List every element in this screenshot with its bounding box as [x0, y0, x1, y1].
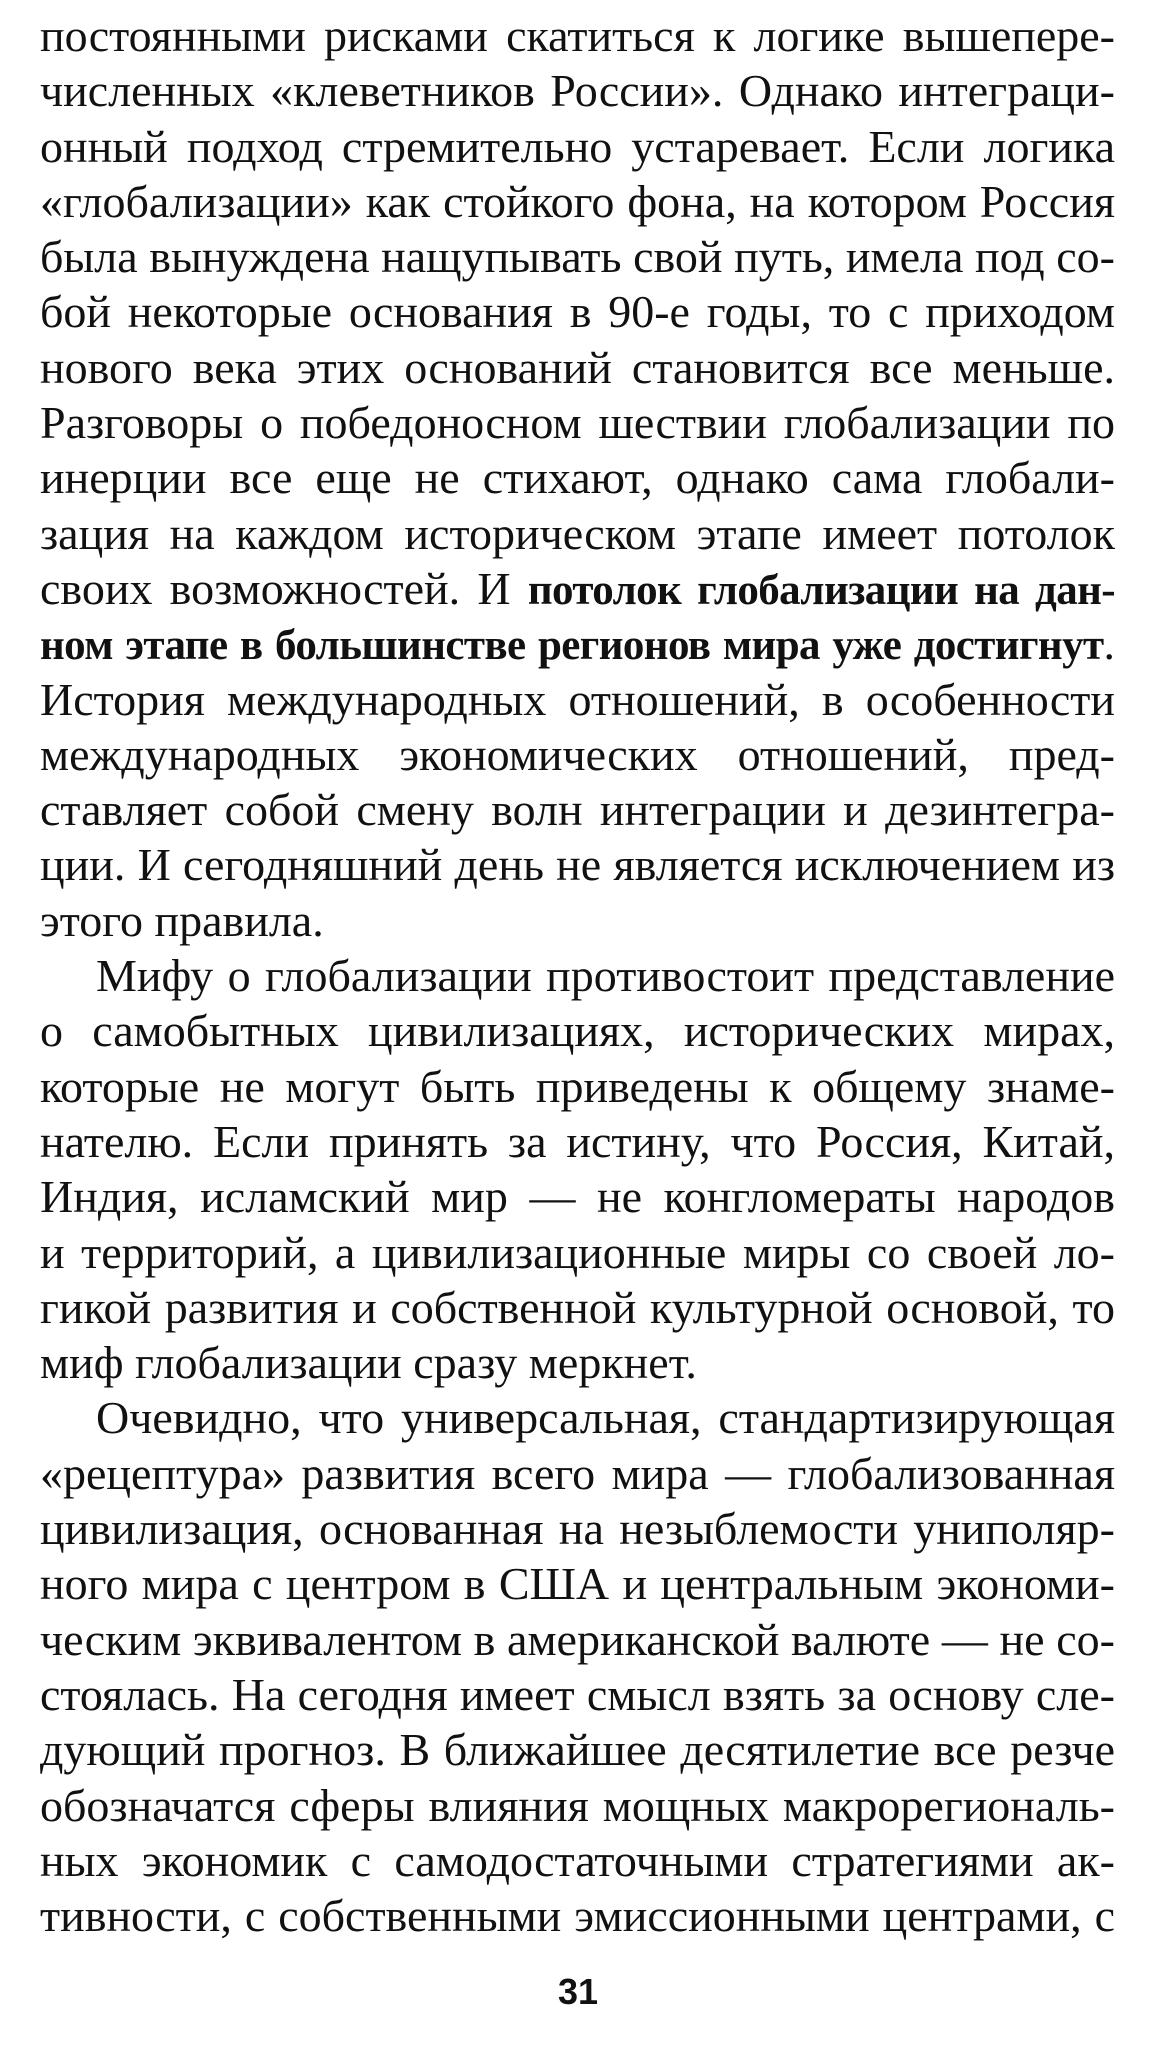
text-segment: инерции все еще не стихают, однако сама глобали-	[40, 452, 1115, 504]
text-line	[40, 1833, 1115, 1888]
paragraph	[40, 948, 1115, 1390]
text-line	[40, 837, 1115, 892]
text-line	[40, 1778, 1115, 1833]
paragraph	[40, 8, 1115, 948]
text-segment: цивилизация, основанная на незыблемости униполяр-	[40, 1503, 1115, 1555]
text-line	[40, 1390, 1115, 1445]
text-line	[40, 1114, 1115, 1169]
bold-text: ном этапе в большинстве регионов мира уже достигнут	[40, 622, 1104, 670]
text-line	[40, 1280, 1115, 1335]
text-line	[40, 1556, 1115, 1611]
text-line	[40, 782, 1115, 837]
page-body	[40, 8, 1115, 1943]
text-segment: Мифу о глобализации противостоит представление	[96, 950, 1115, 1002]
text-segment: миф глобализации сразу меркнет.	[40, 1337, 697, 1389]
text-line	[40, 395, 1115, 450]
text-segment: бой некоторые основания в 90-е годы, то с приходом	[40, 286, 1115, 338]
text-segment: дующий прогноз. В ближайшее десятилетие все резче	[40, 1724, 1115, 1776]
text-line	[40, 229, 1115, 284]
text-segment: постоянными рисками скатиться к логике вышепере-	[40, 10, 1115, 61]
text-segment: обозначатся сферы влияния мощных макрорегиональ-	[40, 1779, 1115, 1831]
text-line	[40, 1225, 1115, 1280]
text-segment: гикой развития и собственной культурной основой, то	[40, 1281, 1115, 1333]
text-line	[40, 174, 1115, 229]
text-segment: ных экономик с самодостаточными стратегиями ак-	[40, 1834, 1115, 1886]
text-segment: ческим эквивалентом в американской валюте — не со-	[40, 1613, 1115, 1665]
text-segment: численных «клеветников России». Однако интеграци-	[40, 65, 1115, 117]
text-segment: .	[1103, 618, 1115, 670]
text-line	[40, 1446, 1115, 1501]
text-segment: нателю. Если принять за истину, что Россия, Китай,	[40, 1115, 1115, 1167]
text-line	[40, 1335, 1115, 1390]
text-line	[40, 8, 1115, 63]
text-segment: своих возможностей. И	[40, 562, 528, 614]
text-segment: о самобытных цивилизациях, исторических мирах,	[40, 1005, 1115, 1057]
text-segment: История международных отношений, в особенности	[40, 673, 1115, 725]
text-line	[40, 1722, 1115, 1777]
text-segment: Очевидно, что универсальная, стандартизирующая	[96, 1392, 1115, 1444]
text-line	[40, 1888, 1115, 1943]
bold-text: потолок глобализации на дан-	[527, 566, 1115, 614]
text-line	[40, 1059, 1115, 1114]
text-segment: международных экономических отношений, пред-	[40, 728, 1115, 780]
text-line	[40, 1169, 1115, 1224]
text-segment: тивности, с собственными эмиссионными центрами, с	[40, 1890, 1115, 1942]
text-segment: ставляет собой смену волн интеграции и дезинтегра-	[40, 784, 1115, 836]
text-line	[40, 63, 1115, 118]
text-line	[40, 672, 1115, 727]
text-line	[40, 893, 1115, 948]
text-segment: ного мира с центром в США и центральным экономи-	[40, 1558, 1115, 1610]
text-segment: стоялась. На сегодня имеет смысл взять за основу сле-	[40, 1668, 1115, 1720]
text-line	[40, 1667, 1115, 1722]
text-segment: которые не могут быть приведены к общему знаме-	[40, 1060, 1115, 1112]
text-segment: этого правила.	[40, 894, 324, 946]
text-line	[40, 727, 1115, 782]
text-segment: и территорий, а цивилизационные миры со своей ло-	[40, 1226, 1115, 1278]
text-line	[40, 340, 1115, 395]
text-line	[40, 506, 1115, 561]
paragraph	[40, 1390, 1115, 1943]
text-segment: онный подход стремительно устаревает. Если логика	[40, 120, 1115, 172]
text-segment: Индия, исламский мир — не конгломераты народов	[40, 1171, 1115, 1223]
text-line	[40, 284, 1115, 339]
text-segment: ции. И сегодняшний день не является исключением из	[40, 839, 1115, 891]
text-line	[40, 1003, 1115, 1058]
text-segment: «глобализации» как стойкого фона, на котором Россия	[40, 175, 1115, 227]
text-line	[40, 1612, 1115, 1667]
text-line	[40, 119, 1115, 174]
text-segment: была вынуждена нащупывать свой путь, имела под со-	[40, 231, 1115, 283]
text-segment: «рецептура» развития всего мира — глобализованная	[40, 1447, 1115, 1499]
text-line	[40, 948, 1115, 1003]
text-segment: Разговоры о победоносном шествии глобализации по	[40, 397, 1115, 449]
text-segment: зация на каждом историческом этапе имеет потолок	[40, 507, 1115, 559]
text-line	[40, 616, 1115, 671]
text-line	[40, 1501, 1115, 1556]
text-line	[40, 561, 1115, 616]
page-number: 31	[557, 1971, 599, 2012]
text-segment: нового века этих оснований становится все меньше.	[40, 341, 1115, 393]
text-line	[40, 450, 1115, 505]
